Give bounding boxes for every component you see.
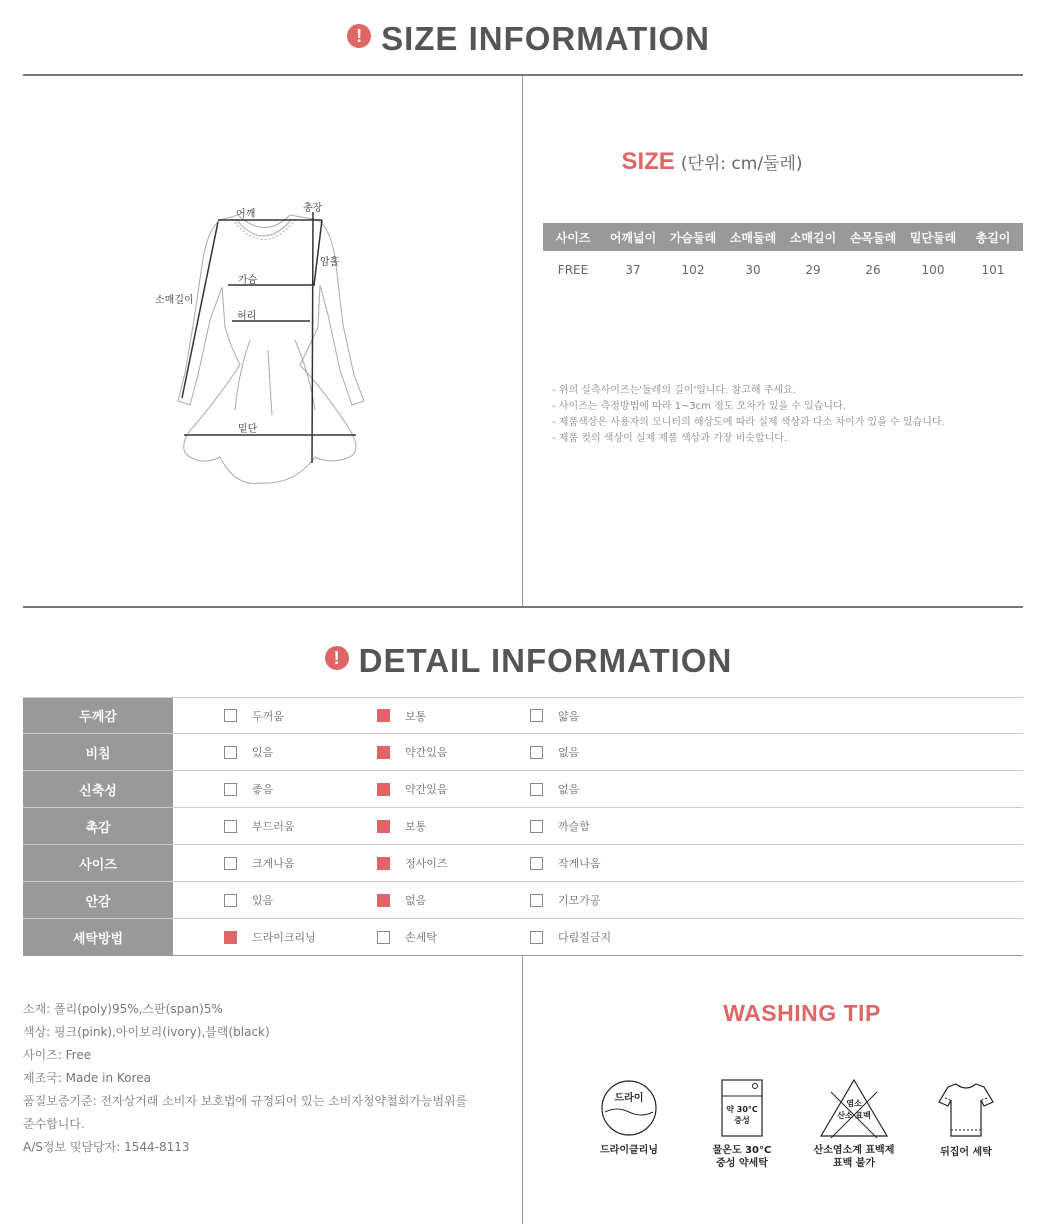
- detail-option[interactable]: 두꺼움: [224, 698, 284, 733]
- checkbox-checked[interactable]: [377, 857, 390, 870]
- size-table: [543, 223, 1023, 289]
- detail-row-transparency: [23, 734, 1023, 771]
- detail-option[interactable]: 부드러움: [224, 808, 295, 844]
- size-cell: 102: [681, 263, 705, 277]
- checkbox[interactable]: [224, 820, 237, 833]
- wash-label: 뒤집어 세탁: [940, 1147, 992, 1158]
- detail-option[interactable]: 다림질금지: [530, 919, 611, 955]
- info-warranty: 품질보증기준: 전자상거래 소비자 보호법에 규정되어 있는 소비자청약철회가능범위를: [23, 1094, 468, 1108]
- size-top-divider: [23, 74, 1023, 76]
- size-note: - 제품 컷의 색상이 실제 제품 색상과 가장 비슷합니다.: [552, 433, 788, 444]
- dress-outline-illustration: [150, 195, 380, 490]
- detail-option[interactable]: 손세탁: [377, 919, 437, 955]
- washing-tip-title: WASHING TIP: [723, 1000, 881, 1026]
- checkbox-checked[interactable]: [377, 709, 390, 722]
- checkbox[interactable]: [224, 857, 237, 870]
- no-bleach-icon: [794, 1078, 914, 1178]
- detail-row-washing: [23, 919, 1023, 956]
- size-header-cell: 소매둘레: [723, 223, 783, 251]
- info-material: 소재: 폴리(poly)95%,스판(span)5%: [23, 1002, 223, 1016]
- svg-text:드라이: 드라이: [614, 1093, 644, 1104]
- detail-option[interactable]: 약간있음: [377, 771, 448, 807]
- size-note: - 사이즈는 측정방법에 따라 1~3cm 정도 오차가 있을 수 있습니다.: [552, 401, 846, 412]
- svg-text:표백: 표백: [855, 1111, 871, 1120]
- svg-text:산소: 산소: [837, 1111, 853, 1120]
- detail-row-label: 안감: [23, 882, 173, 918]
- wash-30c-icon: [682, 1078, 802, 1178]
- detail-option[interactable]: 보통: [377, 698, 426, 733]
- diagram-label-waist: 허리: [237, 311, 257, 322]
- dress-measurement-diagram: [150, 195, 380, 490]
- checkbox-checked[interactable]: [377, 783, 390, 796]
- table-row: [543, 251, 1023, 289]
- checkbox-checked[interactable]: [377, 894, 390, 907]
- checkbox[interactable]: [224, 746, 237, 759]
- info-vertical-divider: [522, 956, 523, 1224]
- checkbox[interactable]: [377, 931, 390, 944]
- checkbox[interactable]: [530, 783, 543, 796]
- info-color: 색상: 핑크(pink),아이보리(ivory),블랙(black): [23, 1025, 270, 1039]
- diagram-label-shoulder: 어깨: [236, 209, 256, 220]
- size-cell: 37: [625, 263, 641, 277]
- size-header-cell: 어깨넓이: [603, 223, 663, 251]
- info-size: 사이즈: Free: [23, 1048, 92, 1062]
- detail-row-stretch: [23, 771, 1023, 808]
- checkbox[interactable]: [530, 931, 543, 944]
- detail-option[interactable]: 있음: [224, 734, 273, 770]
- detail-option[interactable]: 작게나옴: [530, 845, 601, 881]
- detail-option[interactable]: 보통: [377, 808, 426, 844]
- detail-option[interactable]: 약간있음: [377, 734, 448, 770]
- size-header-cell: 총길이: [963, 223, 1023, 251]
- size-cell: 100: [921, 263, 945, 277]
- checkbox[interactable]: [530, 820, 543, 833]
- exclamation-icon: !: [325, 646, 349, 670]
- detail-option[interactable]: 있음: [224, 882, 273, 918]
- detail-option[interactable]: 없음: [530, 771, 579, 807]
- inside-out-shirt-icon: [906, 1078, 1026, 1178]
- detail-option[interactable]: 기모가공: [530, 882, 601, 918]
- size-header-cell: 가슴둘레: [663, 223, 723, 251]
- diagram-label-sleeve: 소매길이: [155, 295, 194, 306]
- size-cell: FREE: [557, 263, 589, 277]
- detail-row-label: 신축성: [23, 771, 173, 807]
- diagram-label-hem: 밑단: [238, 424, 258, 435]
- checkbox-checked[interactable]: [377, 820, 390, 833]
- checkbox[interactable]: [224, 894, 237, 907]
- size-note: - 위의 실측사이즈는'둘레의 길이'입니다. 참고해 주세요.: [552, 385, 796, 396]
- size-section-title: ! SIZE INFORMATION: [0, 20, 1057, 58]
- size-header-cell: 손목둘레: [843, 223, 903, 251]
- wash-label: 산소염소계 표백제 표백 불가: [813, 1145, 895, 1169]
- detail-row-size: [23, 845, 1023, 882]
- diagram-label-armhole: 암홀: [320, 257, 340, 268]
- detail-row-label: 촉감: [23, 808, 173, 844]
- detail-bottom-divider: [23, 955, 1023, 956]
- wash-label: 드라이클리닝: [600, 1145, 658, 1156]
- info-as-contact: A/S정보 및담당자: 1544-8113: [23, 1140, 190, 1154]
- detail-section-title: ! DETAIL INFORMATION: [0, 642, 1057, 680]
- checkbox[interactable]: [530, 746, 543, 759]
- detail-option[interactable]: 드라이크리닝: [224, 919, 316, 955]
- detail-row-thickness: [23, 697, 1023, 734]
- size-note: - 제품색상은 사용자의 모니터의 해상도에 따라 실제 색상과 다소 차이가 있을 수 있습니다.: [552, 417, 945, 428]
- exclamation-icon: !: [347, 24, 371, 48]
- size-cell: 30: [745, 263, 761, 277]
- detail-option[interactable]: 없음: [530, 734, 579, 770]
- size-header-cell: 소매길이: [783, 223, 843, 251]
- checkbox[interactable]: [530, 857, 543, 870]
- svg-text:중성: 중성: [734, 1116, 750, 1125]
- info-origin: 제조국: Made in Korea: [23, 1071, 151, 1085]
- size-header-cell: 사이즈: [543, 223, 603, 251]
- detail-row-lining: [23, 882, 1023, 919]
- checkbox-checked[interactable]: [377, 746, 390, 759]
- detail-option[interactable]: 없음: [377, 882, 426, 918]
- detail-row-texture: [23, 808, 1023, 845]
- dry-clean-icon: [569, 1078, 689, 1178]
- size-header-cell: 밑단둘레: [903, 223, 963, 251]
- detail-row-label: 사이즈: [23, 845, 173, 881]
- product-info: [23, 998, 518, 1159]
- detail-option[interactable]: 좋음: [224, 771, 273, 807]
- diagram-label-length: 총장: [303, 203, 323, 214]
- checkbox-checked[interactable]: [224, 931, 237, 944]
- size-bottom-divider: [23, 606, 1023, 608]
- checkbox[interactable]: [224, 783, 237, 796]
- detail-table: [23, 697, 1023, 956]
- wash-label: 물온도 30°C 중성 약세탁: [712, 1145, 772, 1169]
- detail-row-label: 두께감: [23, 698, 173, 733]
- detail-row-label: 비침: [23, 734, 173, 770]
- detail-option[interactable]: 크게나옴: [224, 845, 295, 881]
- checkbox[interactable]: [530, 894, 543, 907]
- detail-option[interactable]: 얇음: [530, 698, 579, 733]
- size-notes: [552, 383, 945, 447]
- diagram-label-chest: 가슴: [238, 275, 258, 286]
- size-heading: SIZE (단위: cm/둘레): [621, 148, 803, 175]
- svg-text:약 30°C: 약 30°C: [726, 1105, 758, 1114]
- size-cell: 29: [805, 263, 821, 277]
- detail-row-label: 세탁방법: [23, 919, 173, 955]
- detail-option[interactable]: 정사이즈: [377, 845, 448, 881]
- detail-option[interactable]: 까슬함: [530, 808, 590, 844]
- checkbox[interactable]: [530, 709, 543, 722]
- checkbox[interactable]: [224, 709, 237, 722]
- svg-text:염소: 염소: [846, 1099, 862, 1108]
- size-table-header-row: [543, 223, 1023, 251]
- info-warranty-cont: 준수합니다.: [23, 1117, 85, 1131]
- size-cell: 101: [981, 263, 1005, 277]
- size-cell: 26: [865, 263, 881, 277]
